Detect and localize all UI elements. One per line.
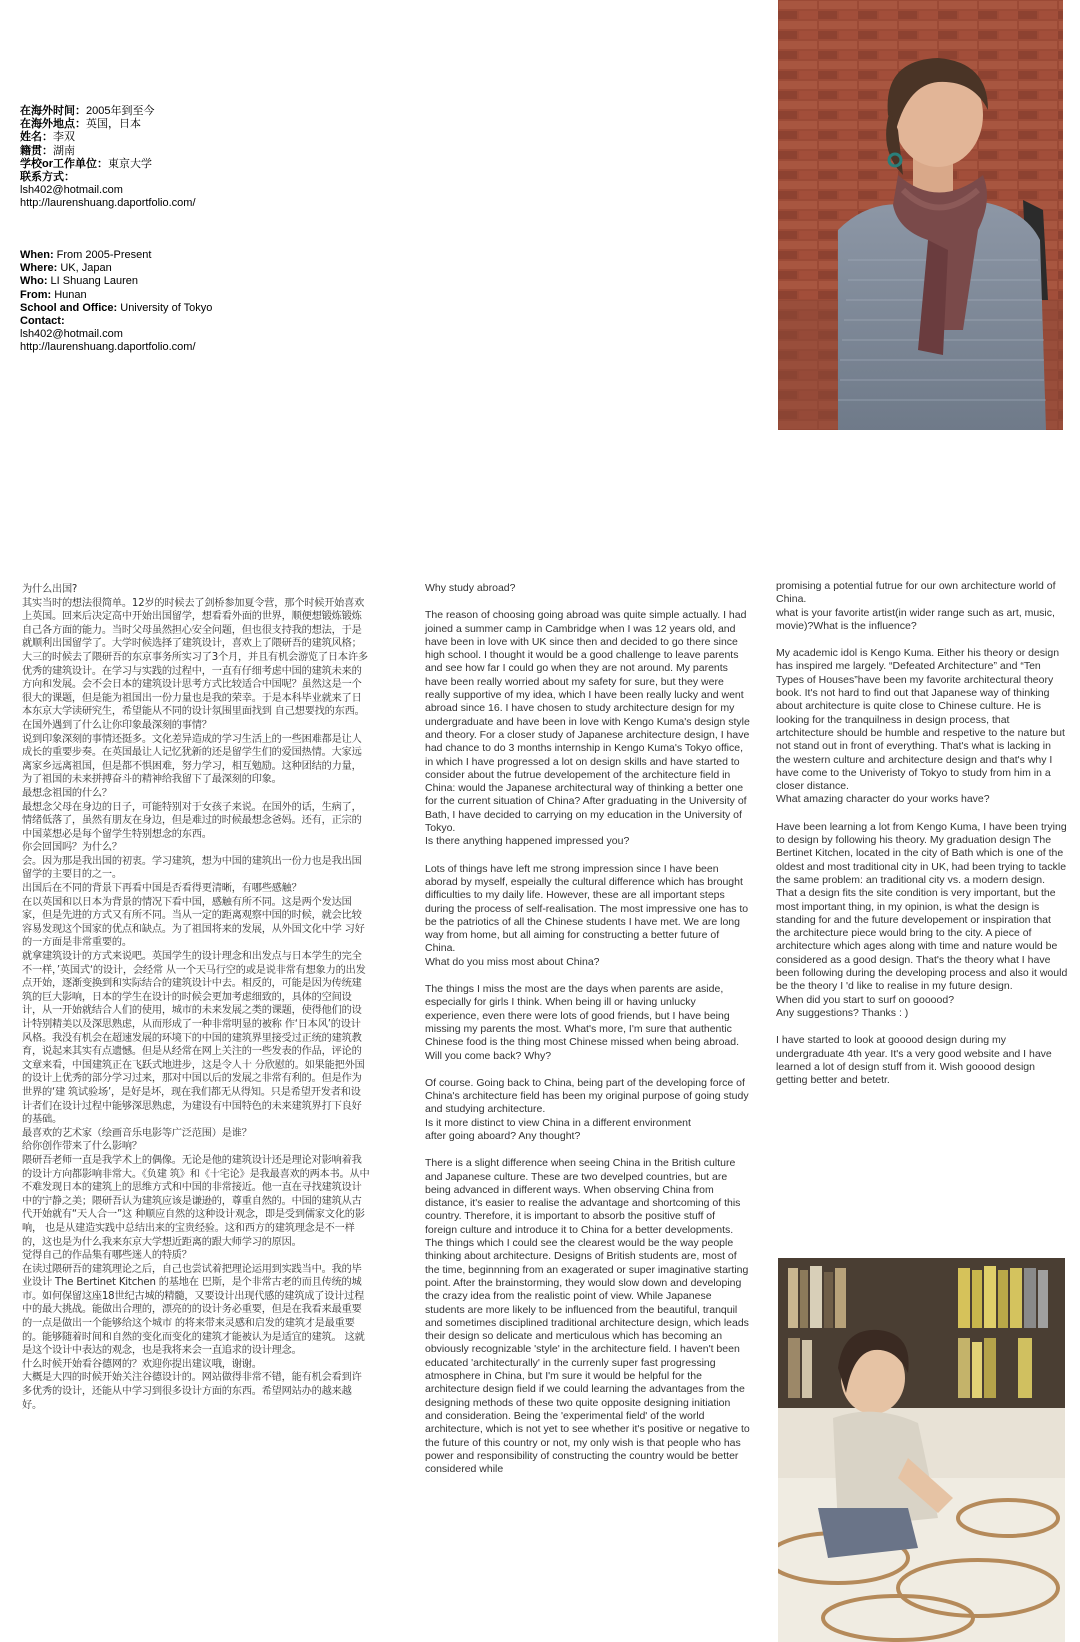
question: Is it more distinct to view China in a different environment after going aboard? Any thought?	[425, 1116, 691, 1142]
question: When did you start to surf on gooood? Any suggestions? Thanks : )	[776, 993, 955, 1019]
question: 出国后在不同的背景下再看中国是否看得更清晰，有哪些感触？	[22, 883, 302, 895]
profile-label: School and Office:	[20, 301, 118, 314]
question: Is there anything happened impressed you?	[425, 835, 630, 848]
answer: 说到印象深刻的事情还挺多。文化差异造成的学习生活上的一些困难都是让人成长的重要步奏。在英国最让人记忆犹新的还是留学生们的爱国热情。大家远离家乡远离祖国，但是都不惧困难，努力学习，相互勉励。这种团结的力量，为了祖国的未来拼搏奋斗的精神给我留下了最深刻的印象。	[22, 733, 362, 786]
answer: I have started to look at gooood design during my undergraduate 4th year. It's a very good website and I have learned a lot of design stuff from it. Wish gooood design getting better and betetr.	[776, 1034, 1052, 1087]
profile-label: Where:	[20, 262, 58, 275]
question: 你会回国吗？为什么？	[22, 842, 122, 854]
profile-row	[20, 289, 380, 302]
profile-value: 英国，日本	[86, 118, 141, 131]
studio-photo	[778, 1258, 1065, 1642]
question: what is your favorite artist(in wider range such as art, music, movie)?What is the influence?	[776, 606, 1055, 632]
profile-value: Hunan	[51, 288, 87, 301]
answer: There is a slight difference when seeing China in the British culture and Japanese culture. These are two develped countries, but are being advanced in different ways. When observing China from distance, it's easier to realise the advantage and shortcoming of this country. Therefore, it is important to absorb the positive stuff of foreign culture and introduce it to China for a better developments. The things which I could see the clearest would be the way people thinking about architecture. Designs of British students are, most of the time, beginnning from an exagerated or super imaginative starting point. After the brainstorming, they would slow down and developing the crazy idea from the realistic point of view. While Japanese students are more likely to be influenced from the beautiful, tranquil and sometimes disciplined traditional architecture design, which leads their design so delicate and merticulous which has becoming an obviously recognizable 'style' in the architecture field. I haven't been educated 'architecturally' in the currenly super fast progressing atmosphere in China, but I'm sure it would be helpful for the architecture design field if we could learning the advantages from the designing methods of these two quite opposite designing initiation and consideration. Being the 'experimental field' of the world architecture, which is not yet to see whether it's positive or negative to the future of this country or not, my only wish is that people who has power and responsibility of constructing the country would be better considered while	[425, 1157, 750, 1476]
profile-row	[20, 315, 380, 328]
profile-label: 在海外时间：	[20, 105, 86, 117]
profile-value: http://laurenshuang.daportfolio.com/	[20, 341, 196, 354]
profile-row	[20, 302, 380, 315]
profile-row	[20, 197, 380, 210]
profile-row	[20, 184, 380, 197]
question: 在国外遇到了什么让你印象最深刻的事情？	[22, 719, 212, 731]
answer: 会。因为那是我出国的初衷。学习建筑，想为中国的建筑出一份力也是我出国留学的主要目的之一。	[22, 855, 362, 881]
profile-label: 在海外地点：	[20, 118, 86, 131]
profile-row	[20, 158, 380, 171]
profile-label: Contact:	[20, 315, 65, 328]
english-qa-column-2	[776, 580, 1068, 1087]
question: 觉得自己的作品集有哪些迷人的特质？	[22, 1250, 192, 1262]
question: What do you miss most about China?	[425, 955, 600, 968]
profile-row	[20, 118, 380, 131]
profile-label: From:	[20, 288, 52, 301]
answer: 隈研吾老师一直是我学术上的偶像。无论是他的建筑设计还是理论对影响着我的设计方向都影响非常大。《负建 筑》和《十宅论》是我最喜欢的两本书。从中不难发现日本的建筑上的思维方式和中国的非常接近。他一直在寻找建筑设计中的宁静之美；隈研吾认为建筑应该是谦逊的，尊重自然的。中国的建筑从古代开始就有“天人合一”这 种顺应自然的这种设计观念，即是受到儒家文化的影响， 也是从建造实践中总结出来的宝贵经验。这和西方的建筑理念是不一样的，这也是为什么我来东京大学想近距离的跟大师学习的原因。	[22, 1154, 370, 1248]
profile-english	[20, 249, 380, 355]
profile-value: University of Tokyo	[117, 301, 213, 314]
profile-value: lsh402@hotmail.com	[20, 184, 123, 197]
question: 什么时候开始看谷德网的？欢迎你提出建议哦，谢谢。	[22, 1358, 262, 1370]
profile-label: Who:	[20, 275, 48, 288]
profile-row	[20, 328, 380, 341]
answer: Lots of things have left me strong impression since I have been aborad by myself, espeially the cultural difference which has brought difficulties to my daily life. However, these are all important steps during the process of self-realisation. The most impressive one has to be the patriotics of all the Chinese students I have met. We are long way from home, but all aiming for constructing a better future of China.	[425, 862, 749, 955]
profile-label: When:	[20, 249, 54, 261]
profile-label: 姓名：	[20, 131, 53, 144]
profile-row	[20, 341, 380, 354]
portrait-photo	[778, 0, 1063, 430]
profile-row	[20, 145, 380, 158]
answer: 在读过隈研吾的建筑理论之后，自己也尝试着把理论运用到实践当中。我的毕业设计 The Bertinet Kitchen 的基地在 巴斯，是个非常古老的而且传统的城市。如何保留这座18世纪古城的精髓，又要设计出现代感的建筑成了设计过程中的最大挑战。能做出合理的，漂亮的的设计务必重要，但是在我看来最重要的一点是做出一个能够给这个城市 的将来带来灵感和启发的建筑才是最重要的。能够随着时间和自然的变化而变化的建筑才能被认为是适宜的建筑。 这就是这个设计中表达的观念，也是我将来会一直追求的设计理念。	[22, 1263, 365, 1357]
answer: My academic idol is Kengo Kuma. Either his theory or design has inspired me largely. “Defeated Architecture” and “Ten Types of Houses”have been my favorite architectural theory book. It's not hard to find out that Japanese way of thinking about architecture is quite close to Chinese culture. He is looking for the tranquilness in design process, that artchitecture should be humble and respetive to the nature but not stand out in front of everything. That's what is lacking in the western culture and architecture design and that's why I have come to the Univeristy of Tokyo to study from him in a closer distance.	[776, 647, 1065, 793]
answer: The things I miss the most are the days when parents are aside, especially for girls I think. When being ill or having unlucky experience, even there were lots of good friends, but I have being missing my parents the most. What's more, I'm sure that authentic Chinese food is the thing most Chinese missed when being abroad.	[425, 983, 740, 1049]
profile-value: LI Shuang Lauren	[47, 275, 139, 288]
profile-row	[20, 131, 380, 144]
answer: 在以英国和以日本为背景的情况下看中国，感触有所不同。这是两个发达国家，但是先进的方式又有所不同。当从一定的距离观察中国的时候，就会比较容易发现这个国家的优点和缺点。为了祖国将来的发展，从外国文化中学 习好的一方面是非常重要的。 就拿建筑设计的方式来说吧。英国学生的设计理念和出发点与日本学生的完全不一样，’英国式‘的设计，会经常 从一个天马行空的或是说非常有想象力的出发点开始，逐渐变换到和实际结合的建筑设计中去。相反的，可能是因为传统建筑的巨大影响，日本的学生在设计的时候会更加考虑细致的，具体的空间设计，从一开始就结合人们的使用，城市的未来发展之类的课题，使得他们的设计特别精美以及深思熟虑，从而形成了一种非常明显的被称 作‘日本风’的设计风格。我没有机会在超速发展的环境下的中国的建筑界里接受过正统的建筑教育，说起来其实有点遗憾。但是从经常在网上关注的一些发表的作品，评论的文章来看，中国建筑正在飞跃式地进步，这是令人十 分欣慰的。如果能把外国的设计上优秀的部分学习过来，那对中国以后的发展之非常有利的。但是作为世界的‘建 筑试验场’，是好是坏，现在我们都无从得知。只是希望开发者和设计者们在设计过程中能够深思熟虑，为建设有中国特色的未来建筑界打下良好的基础。	[22, 896, 366, 1126]
profile-label: 学校or工作单位：	[20, 157, 108, 170]
chinese-qa-column	[22, 583, 370, 1412]
profile-value: 2005年到至今	[86, 105, 155, 117]
question: 最想念祖国的什么？	[22, 787, 112, 799]
profile-label: 联系方式：	[20, 171, 75, 184]
answer: Of course. Going back to China, being part of the developing force of China's architecture field has been my original purpose of going study and studying architecture.	[425, 1076, 749, 1116]
profile-value: 李双	[53, 131, 75, 144]
question: Will you come back? Why?	[425, 1049, 552, 1062]
profile-row	[20, 262, 380, 275]
answer: 其实当时的想法很简单。12岁的时候去了剑桥参加夏令营，那个时候开始喜欢上英国。回来后决定高中开始出国留学，想看看外面的世界，顺便想锻炼锻炼自己各方面的能力。当时父母虽然担心安全问题，但也很支持我的想法，于是就顺利出国留学了。大学时候选择了建筑设计，喜欢上了隈研吾的建筑风格；大三的时候去了隈研吾的东京事务所实习了3个月，并且有机会游览了日本许多优秀的建筑设计。在学习与实践的过程中，一直有仔细考虑中国的建筑未来的方向和发展。会不会日本的建筑设计思考方式比较适合中国呢？虽然这是一个很大的课题，但是能为祖国出一份力量也是我的荣幸。于是本科毕业就来了日本东京大学读研究生，希望能从不同的设计氛围里面找到 自己想要找的东西。	[22, 597, 368, 718]
profile-value: 東京大学	[108, 157, 152, 170]
profile-label: 籍贯：	[20, 144, 53, 157]
profile-value: From 2005-Present	[53, 249, 152, 261]
answer: 最想念父母在身边的日子，可能特别对于女孩子来说。在国外的话，生病了，情绪低落了，虽然有朋友在身边，但是难过的时候最想念爸妈。还有，正宗的中国菜想必是每个留学生特别想念的东西。	[22, 801, 362, 840]
profile-row	[20, 249, 380, 262]
question: 最喜欢的艺术家（绘画音乐电影等广泛范围）是谁？ 给你创作带来了什么影响？	[22, 1127, 252, 1153]
profile-value: UK, Japan	[57, 262, 112, 275]
english-qa-column-1	[425, 582, 750, 1476]
question: Why study abroad?	[425, 582, 516, 594]
answer: 大概是大四的时候开始关注谷德设计的。网站做得非常不错，能有机会看到许多优秀的设计，还能从中学习到很多设计方面的东西。希望网站办的越来越好。	[22, 1372, 362, 1411]
answer: promising a potential futrue for our own architecture world of China.	[776, 580, 1056, 606]
question: 为什么出国?	[22, 584, 78, 595]
profile-value: 湖南	[53, 144, 75, 157]
profile-row	[20, 171, 380, 184]
profile-value: lsh402@hotmail.com	[20, 328, 123, 341]
profile-row	[20, 275, 380, 288]
profile-chinese	[20, 105, 380, 211]
profile-value: http://laurenshuang.daportfolio.com/	[20, 197, 196, 210]
answer: Have been learning a lot from Kengo Kuma, I have been trying to design by following his theory. My graduation design The Bertinet Kitchen, located in the city of Bath which is one of the oldest and most traditional city in UK, had been trying to tackle the same problem: an traditional city vs. a modern design. That a design fits the site condition is very important, but the most important thing, in my opinion, is what the design is standing for and the future developement or inspiration that the architecture piece would bring to the city. A piece of architecture which ages along with time and nature would be considered as a good design. That's the theory what I have been following during the developing process and also it would be the theory I 'd like to realise in my future design.	[776, 820, 1068, 993]
question: What amazing character do your works have?	[776, 793, 990, 806]
profile-row	[20, 105, 380, 118]
answer: The reason of choosing going abroad was quite simple actually. I had joined a summer camp in Cambridge when I was 12 years old, and have been in love with UK since then and decided to go there since high school. I thought it would be a good challenge to leave parents and see how far I could go when they are not around. My parents have been really worried about my safety for sure, but they were really supportive of my idea, which I have been really lucky and went abroad since 16. I have chosen to study architecture design for my undergraduate and have been in love with Kengo Kuma's design style and theory. For a closer study of Japanese architecture design, I have had chance to do 3 months internship in Kengo Kuma's Tokyo office, in which I have progressed a lot on design skills and have started to consider about the futrue developement of the architecture field in China: would the Japanese architectural way of thinking a better one for the current situation of China? After graduating in the University of Bath, I have decided to carrying on my education in the University of Tokyo.	[425, 609, 750, 835]
